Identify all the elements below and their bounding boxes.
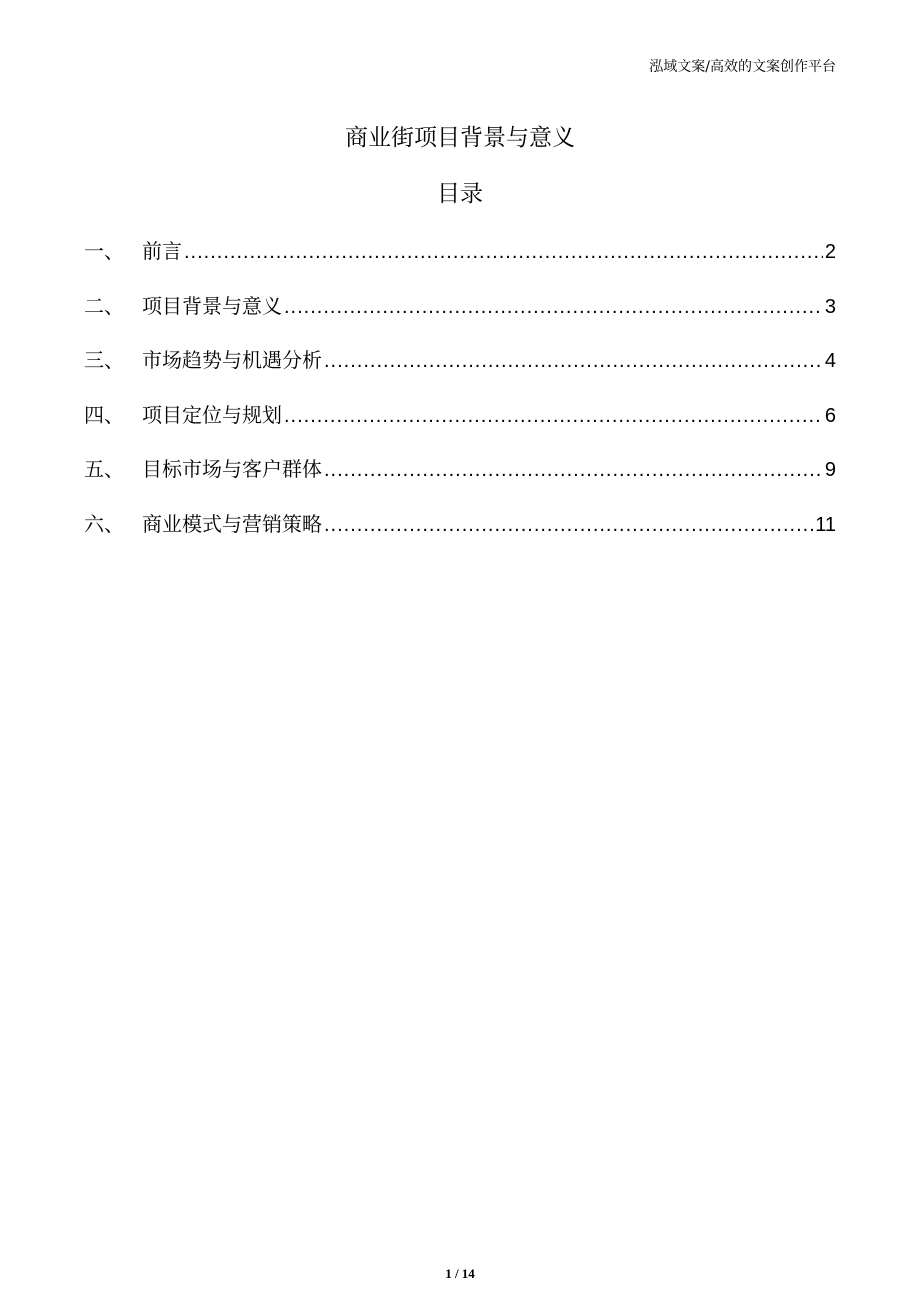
toc-entry-label: 目标市场与客户群体 <box>142 457 322 482</box>
toc-dot-leader <box>324 346 823 376</box>
toc-entry-page-number: 3 <box>824 295 836 318</box>
toc-entry-label: 项目定位与规划 <box>142 402 282 427</box>
toc-entry-label: 前言 <box>142 239 182 263</box>
document-title: 商业街项目背景与意义 <box>345 125 575 151</box>
page-number-indicator: 1 / 14 <box>445 1266 475 1281</box>
toc-entry-background[interactable] <box>84 291 836 346</box>
toc-dot-leader <box>324 510 813 540</box>
toc-entry-page-number: 4 <box>824 350 836 373</box>
toc-entry-number: 六、 <box>84 511 124 536</box>
toc-entry-number: 一、 <box>84 239 124 263</box>
table-of-contents <box>84 236 836 564</box>
toc-dot-leader <box>324 455 823 485</box>
toc-entry-label: 市场趋势与机遇分析 <box>142 348 322 373</box>
toc-entry-page-number: 6 <box>824 404 836 427</box>
toc-entry-page-number: 2 <box>824 241 836 263</box>
toc-dot-leader <box>284 292 823 322</box>
toc-entry-market-trends[interactable] <box>84 345 836 400</box>
toc-dot-leader <box>284 401 823 431</box>
toc-entry-target-market[interactable] <box>84 454 836 509</box>
toc-entry-label: 商业模式与营销策略 <box>142 511 322 536</box>
toc-entry-page-number: 11 <box>815 513 836 536</box>
toc-entry-positioning[interactable] <box>84 400 836 455</box>
toc-dot-leader <box>184 237 823 267</box>
page-header-text: 泓域文案/高效的文案创作平台 <box>649 59 836 75</box>
toc-entry-number: 三、 <box>84 348 124 373</box>
toc-entry-page-number: 9 <box>824 459 836 482</box>
toc-entry-number: 二、 <box>84 293 124 318</box>
toc-entry-number: 五、 <box>84 457 124 482</box>
toc-entry-business-model[interactable] <box>84 509 836 564</box>
toc-heading: 目录 <box>437 181 483 207</box>
toc-entry-label: 项目背景与意义 <box>142 293 282 318</box>
toc-entry-preface[interactable] <box>84 236 836 291</box>
toc-entry-number: 四、 <box>84 402 124 427</box>
